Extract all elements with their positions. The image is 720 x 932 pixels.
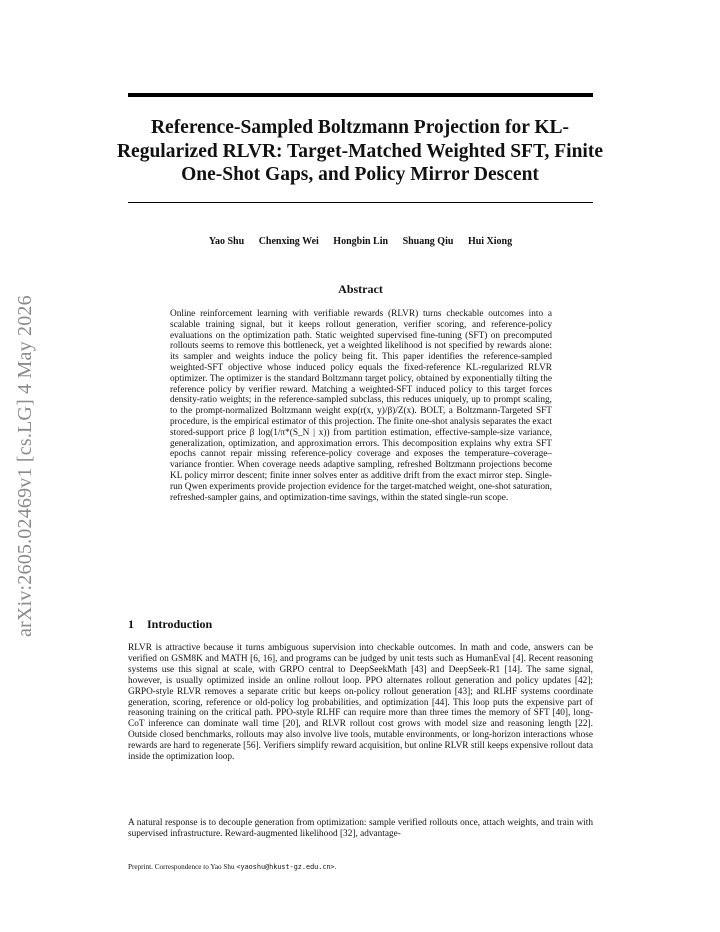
section-title: Introduction (147, 617, 213, 631)
section-heading (128, 617, 212, 632)
author-name: Shuang Qiu (402, 236, 454, 247)
abstract-text: Online reinforcement learning with verifiable rewards (RLVR) turns checkable outcomes into a scalable training signal, but it keeps rollout generation, verifier scoring, and reference-policy evaluations on the optimization path. Static weighted supervised fine-tuning (SFT) on precomputed rollouts seems to remove this bottleneck, yet a weighted likelihood is not specified by rewards alone: its sampler and weights induce the policy being fit. This paper identifies the reference-sampled weighted-SFT objective whose induced policy equals the fixed-reference KL-regularized RLVR optimizer. The optimizer is the standard Boltzmann target policy, obtained by exponentially tilting the reference policy by verifier reward. Matching a weighted-SFT induced policy to this target forces density-ratio weights; in the reference-sampled subclass, this reduces uniquely, up to prompt scaling, to the prompt-normalized Boltzmann weight exp(r(x, y)/β)/Z(x). BOLT, a Boltzmann-Targeted SFT procedure, is the empirical estimator of this projection. The finite one-shot analysis separates the exact stored-support price β log(1/π*(S_N | x)) from partition estimation, effective-sample-size variance, generalization, optimization, and approximation errors. This decomposition explains why extra SFT epochs cannot repair missing reference-policy coverage and exposes the temperature–coverage–variance frontier. When coverage needs adaptive sampling, refreshed Boltzmann projections become KL policy mirror descent; finite inner solves enter as additive drift from the exact mirror step. Single-run Qwen experiments provide projection evidence for the target-matched weight, one-shot saturation, refreshed-sampler gains, and optimization-time savings, within the stated single-run scope. (170, 309, 552, 503)
title-bottom-rule (128, 202, 593, 203)
footnote-end: . (334, 863, 337, 871)
intro-paragraph-1: RLVR is attractive because it turns ambiguous supervision into checkable outcomes. In math and code, answers can be verified on GSM8K and MATH [6, 16], and programs can be judged by unit tests such as HumanEval [4]. Recent reasoning systems use this signal at scale, with GRPO central to DeepSeekMath [43] and DeepSeek-R1 [14]. The same signal, however, is usually optimized inside an online rollout loop. PPO alternates rollout generation and policy updates [42]; GRPO-style RLVR removes a separate critic but keeps on-policy rollout generation [43]; and RLHF systems coordinate generation, scoring, reference or old-policy log probabilities, and optimization [44]. This loop puts the expensive part of reasoning training on the critical path. PPO-style RLHF can require more than three times the memory of SFT [40], long-CoT inference can dominate wall time [20], and RLVR rollout cost grows with model size and reasoning length [22]. Outside closed benchmarks, rollouts may also involve live tools, mutable environments, or long-horizon interactions whose rewards are hard to regenerate [56]. Verifiers simplify reward acquisition, but online RLVR still keeps expensive rollout data inside the optimization loop. (128, 643, 593, 763)
section-number: 1 (128, 617, 134, 631)
title-top-rule (128, 93, 593, 97)
arxiv-side-stamp: arXiv:2605.02469v1 [cs.LG] 4 May 2026 (14, 295, 36, 637)
correspondence-email[interactable]: <yaoshu@hkust-gz.edu.cn> (236, 863, 335, 871)
author-name: Hui Xiong (467, 236, 513, 247)
intro-paragraph-2: A natural response is to decouple generation from optimization: sample verified rollouts once, attach weights, and train with supervised infrastructure. Reward-augmented likelihood [32], advantage- (128, 818, 593, 839)
paper-title: Reference-Sampled Boltzmann Projection for KL-Regularized RLVR: Target-Matched Weighted SFT, Finite One-Shot Gaps, and Policy Mirror Descent (116, 117, 604, 185)
footnote-text: Preprint. Correspondence to Yao Shu (128, 863, 235, 871)
abstract-heading: Abstract (338, 282, 383, 296)
author-list (128, 236, 593, 247)
author-name: Yao Shu (208, 236, 245, 247)
author-name: Chenxing Wei (258, 236, 319, 247)
author-name: Hongbin Lin (333, 236, 389, 247)
footnote (128, 863, 593, 871)
